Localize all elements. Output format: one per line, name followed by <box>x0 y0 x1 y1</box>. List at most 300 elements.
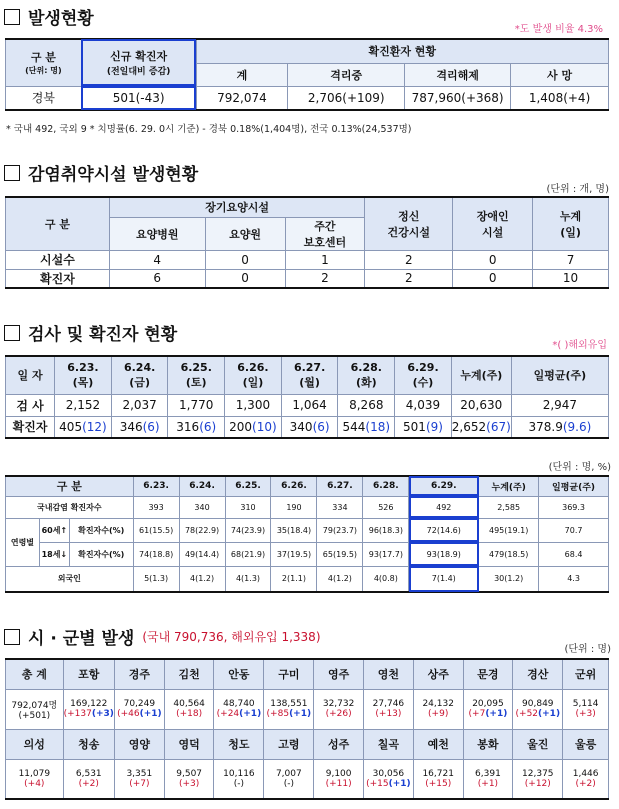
cell: 310 <box>225 496 271 518</box>
city-name: 울릉 <box>563 729 609 759</box>
cell: 526 <box>363 496 409 518</box>
cell: 2 <box>365 250 453 269</box>
ratio-note: *도 발생 비율 4.3% <box>514 24 603 35</box>
header-day <box>225 356 282 394</box>
city-value <box>214 759 264 799</box>
tests-table <box>5 355 609 439</box>
cell: 7(1.4) <box>409 566 479 592</box>
city-delta: (+18) <box>176 709 203 719</box>
city-delta: (-) <box>283 778 294 789</box>
cell: 479(18.5) <box>479 542 539 566</box>
city-name: 영천 <box>363 659 413 689</box>
header-cumulative: 누계(주) <box>451 356 511 394</box>
cell: 393 <box>133 496 179 518</box>
city-value <box>6 759 64 799</box>
city-delta-line <box>414 709 463 719</box>
cell: 2 <box>285 269 365 288</box>
table-row <box>6 250 609 269</box>
header-gubun: 구 분 <box>6 476 134 496</box>
weekday-text: (수) <box>412 375 434 389</box>
city-value <box>513 689 563 729</box>
header-daily-avg: 일평균(주) <box>539 476 609 496</box>
city-count: 70,249 <box>123 699 156 709</box>
confirmed-count: 405 <box>59 419 83 434</box>
cell: 93(17.7) <box>363 542 409 566</box>
cell: 2,585 <box>479 496 539 518</box>
row-sublabel: 확진자수(%) <box>69 518 133 542</box>
city-count: 10,116 <box>223 768 255 779</box>
city-count: 6,391 <box>475 768 501 779</box>
cell-released: 787,960(+368) <box>405 86 511 110</box>
checkbox-square-icon <box>4 165 20 181</box>
cell-test: 1,064 <box>281 394 338 416</box>
cell-confirmed <box>55 416 112 438</box>
city-count: 7,007 <box>275 768 302 779</box>
cell: 74(18.8) <box>133 542 179 566</box>
city-delta-line <box>115 779 164 789</box>
cell: 4(1.3) <box>225 566 271 592</box>
confirmed-count: 501 <box>403 419 426 434</box>
city-delta-line <box>264 779 313 789</box>
cell: 96(18.3) <box>363 518 409 542</box>
city-delta-line <box>563 709 608 719</box>
header-day <box>55 356 112 394</box>
city-overseas: (+1) <box>388 778 411 789</box>
section-title-facilities <box>4 160 198 185</box>
overseas-count: (12) <box>82 419 107 434</box>
row-label-age: 연령별 <box>6 518 40 566</box>
cell: 2(1.1) <box>271 566 317 592</box>
city-delta: (+52 <box>515 709 539 719</box>
header-day <box>281 356 338 394</box>
cell: 0 <box>453 269 533 288</box>
overseas-count: (6) <box>142 419 160 434</box>
checkbox-square-icon <box>4 629 20 645</box>
header-day <box>338 356 395 394</box>
weekday-text: (토) <box>185 375 207 389</box>
cell: 4(1.2) <box>179 566 225 592</box>
header-day-care: 주간 보호센터 <box>285 217 365 250</box>
city-overseas: (+1) <box>538 709 561 719</box>
weekday-text: (화) <box>355 375 377 389</box>
cell: 68(21.9) <box>225 542 271 566</box>
city-delta: (+15) <box>425 778 452 789</box>
city-table <box>5 658 609 800</box>
cell: 190 <box>271 496 317 518</box>
city-delta: (+24 <box>216 709 240 719</box>
city-delta-line <box>6 779 63 789</box>
city-value <box>6 689 64 729</box>
city-count: 30,056 <box>372 768 405 779</box>
city-delta: (+3) <box>178 778 200 789</box>
city-name: 영주 <box>314 659 364 689</box>
city-name: 군위 <box>563 659 609 689</box>
city-value <box>264 689 314 729</box>
cell-test: 2,037 <box>111 394 168 416</box>
section-title-outbreak <box>4 4 94 29</box>
city-delta-line <box>414 779 463 789</box>
city-count: 90,849 <box>522 699 554 709</box>
city-value <box>363 689 413 729</box>
cell: 61(15.5) <box>133 518 179 542</box>
cell-test: 4,039 <box>395 394 452 416</box>
confirmed-count: 544 <box>342 419 366 434</box>
cell-confirmed <box>168 416 225 438</box>
header-date: 6.23. <box>133 476 179 496</box>
city-delta-line <box>314 709 363 719</box>
row-label-foreign: 외국인 <box>6 566 134 592</box>
weekday-text: (금) <box>129 375 150 389</box>
city-count: 32,732 <box>322 699 355 709</box>
header-isolated: 격리중 <box>288 63 405 86</box>
city-delta-line <box>6 711 63 721</box>
header-date: 6.24. <box>179 476 225 496</box>
city-value <box>164 689 214 729</box>
city-overseas: (+1) <box>239 709 262 719</box>
header-date: 6.25. <box>225 476 271 496</box>
row-label-domestic: 국내감염 확진자수 <box>6 496 134 518</box>
cell: 49(14.4) <box>179 542 225 566</box>
city-delta: (+2) <box>575 778 596 789</box>
unit-note-facilities: (단위 : 개, 명) <box>546 184 609 195</box>
row-label-gyeongbuk: 경북 <box>6 86 82 110</box>
date-text: 6.23. <box>67 360 99 374</box>
city-count: 5,114 <box>572 699 599 709</box>
city-name: 청도 <box>214 729 264 759</box>
cell-total: 792,074 <box>196 86 288 110</box>
city-value <box>463 689 513 729</box>
subtitle-abroad: 해외유입 1,338) <box>231 630 321 644</box>
cell: 74(23.9) <box>225 518 271 542</box>
city-delta-line <box>364 779 413 789</box>
cell: 72(14.6) <box>409 518 479 542</box>
cell: 0 <box>453 250 533 269</box>
header-disabled: 장애인 시설 <box>453 197 533 250</box>
header-gubun: 구 분 <box>6 197 110 250</box>
city-name: 울진 <box>513 729 563 759</box>
city-name: 영덕 <box>164 729 214 759</box>
city-delta: (+11) <box>325 778 352 789</box>
cell-test: 2,152 <box>55 394 112 416</box>
city-name: 의성 <box>6 729 64 759</box>
city-count: 11,079 <box>18 768 51 779</box>
city-delta-line <box>464 779 513 789</box>
city-count: 16,721 <box>422 768 454 779</box>
header-date: 6.29. <box>409 476 479 496</box>
cell-test: 8,268 <box>338 394 395 416</box>
header-nursing-hospital: 요양병원 <box>109 217 205 250</box>
cell: 2 <box>365 269 453 288</box>
header-date: 일 자 <box>6 356 55 394</box>
weekday-text: (월) <box>299 375 320 389</box>
city-name: 청송 <box>63 729 114 759</box>
subtitle-domestic: (국내 790,736, <box>142 630 228 644</box>
city-count: 20,095 <box>472 699 504 709</box>
date-text: 6.25. <box>180 360 212 374</box>
city-delta-line <box>165 709 214 719</box>
date-text: 6.27. <box>293 360 326 374</box>
cell-test: 20,630 <box>451 394 511 416</box>
cell-confirmed <box>338 416 395 438</box>
city-delta-line <box>464 709 513 719</box>
header-total: 계 <box>196 63 288 86</box>
city-name: 성주 <box>314 729 364 759</box>
cell: 369.3 <box>539 496 609 518</box>
city-value <box>363 759 413 799</box>
header-cumulative: 누계 (일) <box>533 197 609 250</box>
city-count: 6,531 <box>75 768 102 779</box>
city-overseas: (+1) <box>485 709 508 719</box>
city-value <box>563 759 609 799</box>
cell: 10 <box>533 269 609 288</box>
checkbox-square-icon <box>4 9 20 25</box>
row-label-confirmed: 확진자 <box>6 416 55 438</box>
header-date: 6.27. <box>317 476 363 496</box>
date-text: 6.28. <box>350 360 382 374</box>
city-count: 27,746 <box>372 699 405 709</box>
city-name: 경산 <box>513 659 563 689</box>
city-value <box>63 759 114 799</box>
city-delta-line <box>314 779 363 789</box>
city-count: 169,122 <box>70 699 108 709</box>
city-value <box>413 759 463 799</box>
cell-test: 1,770 <box>168 394 225 416</box>
city-name: 칠곡 <box>363 729 413 759</box>
city-delta: (+7) <box>129 778 150 789</box>
overseas-note: *( )해외유입 <box>552 340 607 351</box>
city-value <box>413 689 463 729</box>
confirmed-count: 340 <box>289 419 313 434</box>
city-name: 안동 <box>214 659 264 689</box>
city-delta-line <box>264 709 313 719</box>
cell-confirmed <box>451 416 511 438</box>
footnote: * 국내 492, 국외 9 * 치명률(6. 29. 0시 기준) - 경북 0.18%(1,404명), 전국 0.13%(24,537명) <box>6 124 412 135</box>
city-delta: (+46 <box>117 709 140 719</box>
cell-confirmed <box>281 416 338 438</box>
confirmed-count: 2,652 <box>451 419 487 434</box>
city-count: 48,740 <box>223 699 255 709</box>
row-label-60plus: 60세↑ <box>39 518 69 542</box>
cell: 340 <box>179 496 225 518</box>
header-date: 6.28. <box>363 476 409 496</box>
section-title-city <box>4 624 321 649</box>
row-label: 시설수 <box>6 250 110 269</box>
unit-note-city: (단위 : 명) <box>564 644 611 655</box>
weekday-text: (목) <box>72 375 94 389</box>
age-table <box>5 475 609 593</box>
city-name: 예천 <box>413 729 463 759</box>
city-subtitle <box>142 628 320 645</box>
overseas-count: (10) <box>252 419 277 434</box>
city-value <box>314 689 364 729</box>
city-name: 문경 <box>463 659 513 689</box>
cell: 93(18.9) <box>409 542 479 566</box>
cell: 0 <box>205 269 285 288</box>
city-delta: (+137 <box>63 709 92 719</box>
row-sublabel: 확진자수(%) <box>69 542 133 566</box>
city-delta: (+13) <box>375 709 402 719</box>
city-name: 경주 <box>114 659 164 689</box>
city-overseas: (+1) <box>139 709 162 719</box>
facilities-table <box>5 196 609 289</box>
cell: 495(19.1) <box>479 518 539 542</box>
cell-death: 1,408(+4) <box>511 86 609 110</box>
city-delta: (+12) <box>524 778 551 789</box>
cell: 37(19.5) <box>271 542 317 566</box>
city-value <box>314 759 364 799</box>
checkbox-square-icon <box>4 325 20 341</box>
header-new-cases: 신규 확진자 (전일대비 증감) <box>81 39 196 86</box>
city-delta-line <box>513 779 562 789</box>
overseas-count: (6) <box>199 419 217 434</box>
cell: 4(0.8) <box>363 566 409 592</box>
date-text: 6.29. <box>407 360 439 374</box>
cell: 0 <box>205 250 285 269</box>
cell: 4.3 <box>539 566 609 592</box>
city-count: 138,551 <box>270 699 308 709</box>
city-delta: (+2) <box>78 778 99 789</box>
city-delta: (+15 <box>366 778 389 789</box>
city-delta-line <box>364 709 413 719</box>
city-value <box>513 759 563 799</box>
city-count: 3,351 <box>126 768 153 779</box>
overseas-count: (18) <box>365 419 391 434</box>
header-released: 격리해제 <box>405 63 511 86</box>
city-value <box>114 759 164 799</box>
cell-test: 1,300 <box>225 394 282 416</box>
city-name: 구미 <box>264 659 314 689</box>
header-day <box>111 356 168 394</box>
cell: 6 <box>109 269 205 288</box>
city-count: 9,507 <box>176 768 203 779</box>
city-count: 12,375 <box>522 768 554 779</box>
city-value <box>463 759 513 799</box>
cell: 30(1.2) <box>479 566 539 592</box>
city-overseas: (+3) <box>91 709 114 719</box>
cell: 492 <box>409 496 479 518</box>
section-title-tests <box>4 320 177 345</box>
overseas-count: (67) <box>486 419 511 434</box>
cell-confirmed <box>225 416 282 438</box>
city-count: 40,564 <box>173 699 205 709</box>
cell-confirmed <box>111 416 168 438</box>
city-delta: (-) <box>233 778 245 789</box>
city-delta-line <box>214 709 263 719</box>
city-count: 9,100 <box>325 768 352 779</box>
city-name: 상주 <box>413 659 463 689</box>
row-label-tests: 검 사 <box>6 394 55 416</box>
cell: 65(19.5) <box>317 542 363 566</box>
header-long-term-care: 장기요양시설 <box>109 197 365 217</box>
cell: 334 <box>317 496 363 518</box>
city-name: 김천 <box>164 659 214 689</box>
city-delta: (+4) <box>24 778 45 789</box>
confirmed-count: 316 <box>176 419 200 434</box>
cell: 68.4 <box>539 542 609 566</box>
city-delta-line <box>214 779 263 789</box>
cell: 1 <box>285 250 365 269</box>
row-label: 확진자 <box>6 269 110 288</box>
city-name: 고령 <box>264 729 314 759</box>
cell: 79(23.7) <box>317 518 363 542</box>
cell-isolated: 2,706(+109) <box>288 86 405 110</box>
date-text: 6.24. <box>123 360 156 374</box>
confirmed-count: 346 <box>119 419 143 434</box>
cell-confirmed <box>395 416 452 438</box>
confirmed-count: 200 <box>229 419 253 434</box>
date-text: 6.26. <box>237 360 269 374</box>
city-value <box>214 689 264 729</box>
header-day <box>168 356 225 394</box>
city-value <box>114 689 164 729</box>
header-current-status: 확진환자 현황 <box>196 39 609 63</box>
city-delta-line <box>165 779 214 789</box>
cell: 4(1.2) <box>317 566 363 592</box>
cell: 4 <box>109 250 205 269</box>
section-title-text: 시 · 군별 발생 <box>28 629 135 649</box>
city-count: 24,132 <box>422 699 454 709</box>
header-death: 사 망 <box>511 63 609 86</box>
city-name: 총 계 <box>6 659 64 689</box>
city-delta: (+501) <box>18 710 51 721</box>
cell-confirmed <box>511 416 608 438</box>
city-delta: (+1) <box>477 778 499 789</box>
city-delta: (+85 <box>266 709 290 719</box>
city-name: 포항 <box>63 659 114 689</box>
city-delta-line <box>115 709 164 719</box>
table-row <box>6 269 609 288</box>
confirmed-count: 378.9 <box>528 419 563 434</box>
section-title-text: 감염취약시설 발생현황 <box>28 165 199 185</box>
overseas-count: (9) <box>425 419 443 434</box>
overseas-count: (9.6) <box>562 419 592 434</box>
cell-test: 2,947 <box>511 394 608 416</box>
row-label-18minus: 18세↓ <box>39 542 69 566</box>
outbreak-table <box>5 38 609 111</box>
city-delta: (+26) <box>325 709 352 719</box>
section-title-text: 발생현황 <box>28 9 94 29</box>
header-nursing-home: 요양원 <box>205 217 285 250</box>
unit-note-age: (단위 : 명, %) <box>548 462 611 473</box>
city-delta-line <box>513 709 562 719</box>
header-cumulative: 누계(주) <box>479 476 539 496</box>
cell: 5(1.3) <box>133 566 179 592</box>
cell: 7 <box>533 250 609 269</box>
city-count: 1,446 <box>572 768 599 779</box>
city-value <box>63 689 114 729</box>
city-delta-line <box>64 709 114 719</box>
header-date: 6.26. <box>271 476 317 496</box>
city-overseas: (+1) <box>289 709 312 719</box>
section-title-text: 검사 및 확진자 현황 <box>28 325 178 345</box>
cell: 78(22.9) <box>179 518 225 542</box>
header-day <box>395 356 452 394</box>
city-count: 792,074명 <box>11 700 58 711</box>
city-name: 봉화 <box>463 729 513 759</box>
city-value <box>563 689 609 729</box>
overseas-count: (6) <box>312 419 330 434</box>
header-daily-avg: 일평균(주) <box>511 356 608 394</box>
city-delta-line <box>563 779 608 789</box>
city-delta: (+3) <box>575 709 596 719</box>
city-value <box>164 759 214 799</box>
city-name: 영양 <box>114 729 164 759</box>
header-gubun: 구 분 (단위: 명) <box>6 39 82 86</box>
header-mental: 정신 건강시설 <box>365 197 453 250</box>
cell: 70.7 <box>539 518 609 542</box>
weekday-text: (일) <box>242 375 264 389</box>
cell-new: 501(-43) <box>81 86 196 110</box>
